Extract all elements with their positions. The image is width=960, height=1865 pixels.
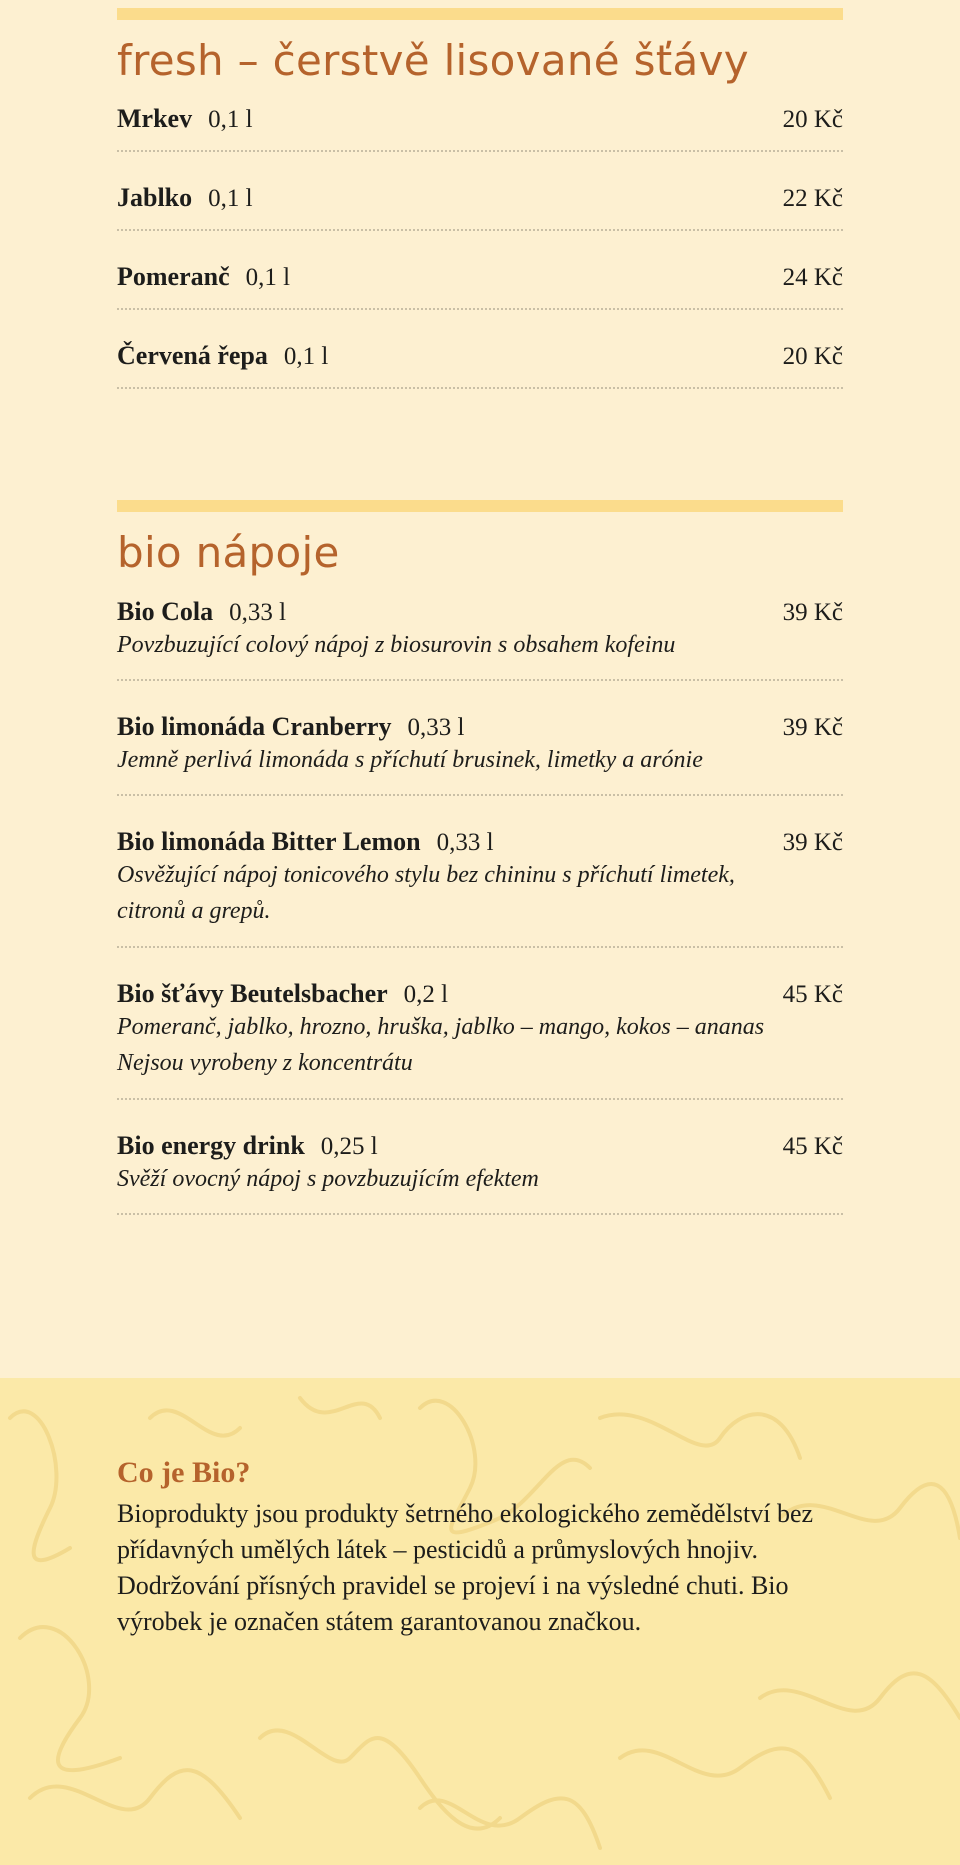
- item-price: 39 Kč: [782, 829, 843, 856]
- menu-item: [117, 262, 843, 310]
- item-volume: 0,1 l: [283, 343, 329, 370]
- menu-item: [117, 979, 843, 1100]
- item-description: Povzbuzující colový nápoj z biosurovin s obsahem kofeinu: [117, 632, 676, 658]
- item-volume: 0,33 l: [407, 714, 465, 741]
- item-price: 22 Kč: [782, 185, 843, 212]
- item-name: Bio limonáda Bitter Lemon: [117, 827, 421, 856]
- section-title-fresh: fresh – čerstvě lisované šťávy: [117, 36, 749, 85]
- item-description: Svěží ovocný nápoj s povzbuzujícím efektem: [117, 1166, 539, 1192]
- item-name: Jablko: [117, 183, 193, 212]
- item-description-note: Nejsou vyrobeny z koncentrátu: [117, 1050, 413, 1076]
- item-volume: 0,25 l: [320, 1133, 378, 1160]
- info-text: Bioprodukty jsou produkty šetrného ekologického zemědělství bez přídavných umělých látek – pesticidů a průmyslových hnojiv. Dodržování přísných pravidel se projeví i na výsledné chuti. Bio výrobek je označen státem garantovanou značkou.: [117, 1499, 814, 1636]
- menu-item: [117, 104, 843, 152]
- item-price: 20 Kč: [782, 343, 843, 370]
- item-description: Jemně perlivá limonáda s příchutí brusinek, limetky a arónie: [117, 747, 703, 773]
- item-description: Osvěžující nápoj tonicového stylu bez chininu s příchutí limetek, citronů a grepů.: [117, 862, 735, 924]
- menu-item: [117, 341, 843, 389]
- item-volume: 0,33 l: [229, 599, 287, 626]
- section-divider-bar: [117, 500, 843, 512]
- item-price: 20 Kč: [782, 106, 843, 133]
- item-name: Pomeranč: [117, 262, 230, 291]
- item-volume: 0,1 l: [208, 106, 253, 133]
- menu-item: [117, 827, 843, 948]
- menu-item: [117, 183, 843, 231]
- section-title-bio: bio nápoje: [117, 528, 340, 577]
- item-name: Bio Cola: [117, 597, 214, 626]
- item-name: Bio energy drink: [117, 1131, 305, 1160]
- item-price: 39 Kč: [782, 714, 843, 741]
- bio-info-panel: [0, 1378, 960, 1865]
- menu-item: [117, 597, 843, 681]
- info-heading: Co je Bio?: [117, 1456, 251, 1489]
- item-name: Mrkev: [117, 104, 193, 133]
- item-price: 24 Kč: [782, 264, 843, 291]
- item-price: 45 Kč: [782, 981, 843, 1008]
- item-volume: 0,33 l: [436, 829, 494, 856]
- item-description: Pomeranč, jablko, hrozno, hruška, jablko – mango, kokos – ananas: [117, 1014, 765, 1040]
- item-volume: 0,1 l: [208, 185, 253, 212]
- item-price: 45 Kč: [782, 1133, 843, 1160]
- item-volume: 0,2 l: [403, 981, 449, 1008]
- item-volume: 0,1 l: [245, 264, 291, 291]
- item-name: Bio šťávy Beutelsbacher: [117, 979, 388, 1008]
- section-divider-bar: [117, 8, 843, 20]
- item-price: 39 Kč: [782, 599, 843, 626]
- item-name: Bio limonáda Cranberry: [117, 712, 392, 741]
- item-name: Červená řepa: [117, 341, 268, 370]
- menu-item: [117, 712, 843, 796]
- menu-item: [117, 1131, 843, 1215]
